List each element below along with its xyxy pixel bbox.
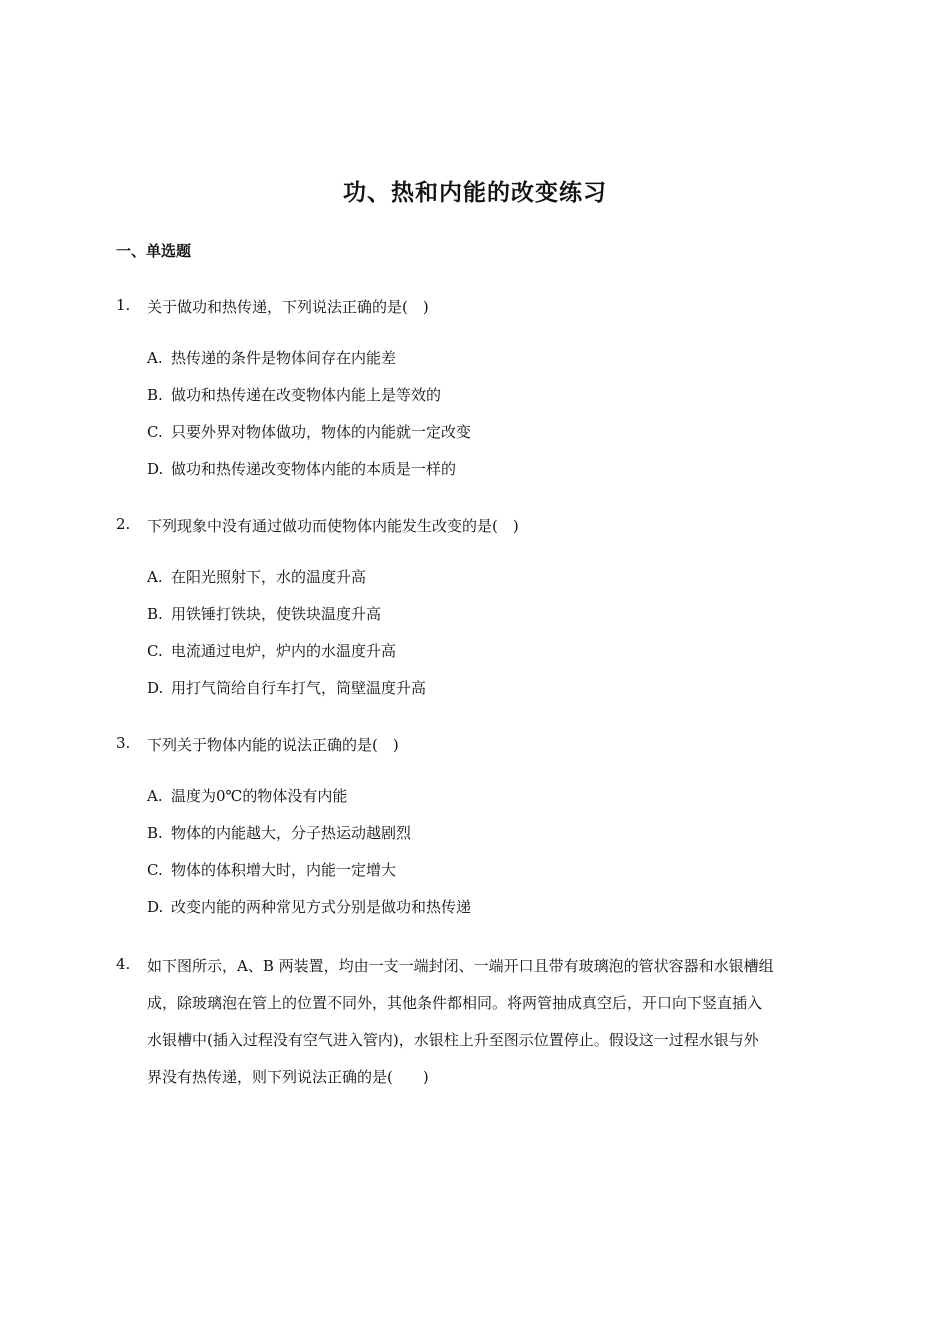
option-letter: A. bbox=[147, 568, 163, 586]
option-c bbox=[147, 421, 471, 442]
option-letter: A. bbox=[147, 787, 163, 805]
option-letter: B. bbox=[147, 386, 163, 404]
question-stem: 下列现象中没有通过做功而使物体内能发生改变的是( ) bbox=[147, 517, 519, 535]
question-number: 3. bbox=[116, 734, 131, 752]
option-text: 用打气筒给自行车打气，筒壁温度升高 bbox=[171, 679, 427, 697]
option-text: 用铁锤打铁块，使铁块温度升高 bbox=[171, 605, 382, 623]
option-text: 只要外界对物体做功，物体的内能就一定改变 bbox=[171, 423, 472, 441]
option-letter: C. bbox=[147, 642, 163, 660]
stem-line: 如下图所示，A、B 两装置，均由一支一端封闭、一端开口且带有玻璃泡的管状容器和水银槽组 bbox=[147, 957, 774, 975]
stem-line: 成，除玻璃泡在管上的位置不同外，其他条件都相同。将两管抽成真空后，开口向下竖直插入 bbox=[147, 994, 763, 1012]
question-number: 4. bbox=[116, 955, 131, 973]
option-a bbox=[147, 347, 396, 368]
option-letter: C. bbox=[147, 423, 163, 441]
option-text: 温度为0℃的物体没有内能 bbox=[171, 787, 348, 805]
question-number: 2. bbox=[116, 515, 131, 533]
option-a bbox=[147, 566, 366, 587]
question-stem bbox=[147, 948, 843, 1096]
option-a bbox=[147, 785, 347, 806]
option-d bbox=[147, 896, 471, 917]
option-text: 物体的内能越大，分子热运动越剧烈 bbox=[171, 824, 412, 842]
option-c bbox=[147, 640, 396, 661]
option-text: 电流通过电炉，炉内的水温度升高 bbox=[171, 642, 397, 660]
question-stem: 关于做功和热传递，下列说法正确的是( ) bbox=[147, 298, 429, 316]
option-text: 物体的体积增大时，内能一定增大 bbox=[171, 861, 397, 879]
section-heading: 一、单选题 bbox=[116, 242, 192, 260]
option-letter: D. bbox=[147, 460, 164, 478]
stem-line: 水银槽中(插入过程没有空气进入管内)，水银柱上升至图示位置停止。假设这一过程水银与外 bbox=[147, 1031, 759, 1049]
option-d bbox=[147, 458, 456, 479]
option-text: 做功和热传递改变物体内能的本质是一样的 bbox=[171, 460, 457, 478]
option-d bbox=[147, 677, 426, 698]
option-letter: C. bbox=[147, 861, 163, 879]
option-b bbox=[147, 384, 441, 405]
question-number: 1. bbox=[116, 296, 131, 314]
option-text: 热传递的条件是物体间存在内能差 bbox=[171, 349, 397, 367]
option-text: 做功和热传递在改变物体内能上是等效的 bbox=[171, 386, 442, 404]
option-b bbox=[147, 603, 381, 624]
stem-line: 界没有热传递，则下列说法正确的是( ) bbox=[147, 1068, 429, 1086]
question-stem: 下列关于物体内能的说法正确的是( ) bbox=[147, 736, 399, 754]
option-letter: D. bbox=[147, 898, 164, 916]
page-title: 功、热和内能的改变练习 bbox=[343, 179, 607, 206]
option-letter: B. bbox=[147, 605, 163, 623]
option-text: 改变内能的两种常见方式分别是做功和热传递 bbox=[171, 898, 472, 916]
option-letter: A. bbox=[147, 349, 163, 367]
option-text: 在阳光照射下，水的温度升高 bbox=[171, 568, 367, 586]
option-c bbox=[147, 859, 396, 880]
option-letter: D. bbox=[147, 679, 164, 697]
option-letter: B. bbox=[147, 824, 163, 842]
option-b bbox=[147, 822, 411, 843]
